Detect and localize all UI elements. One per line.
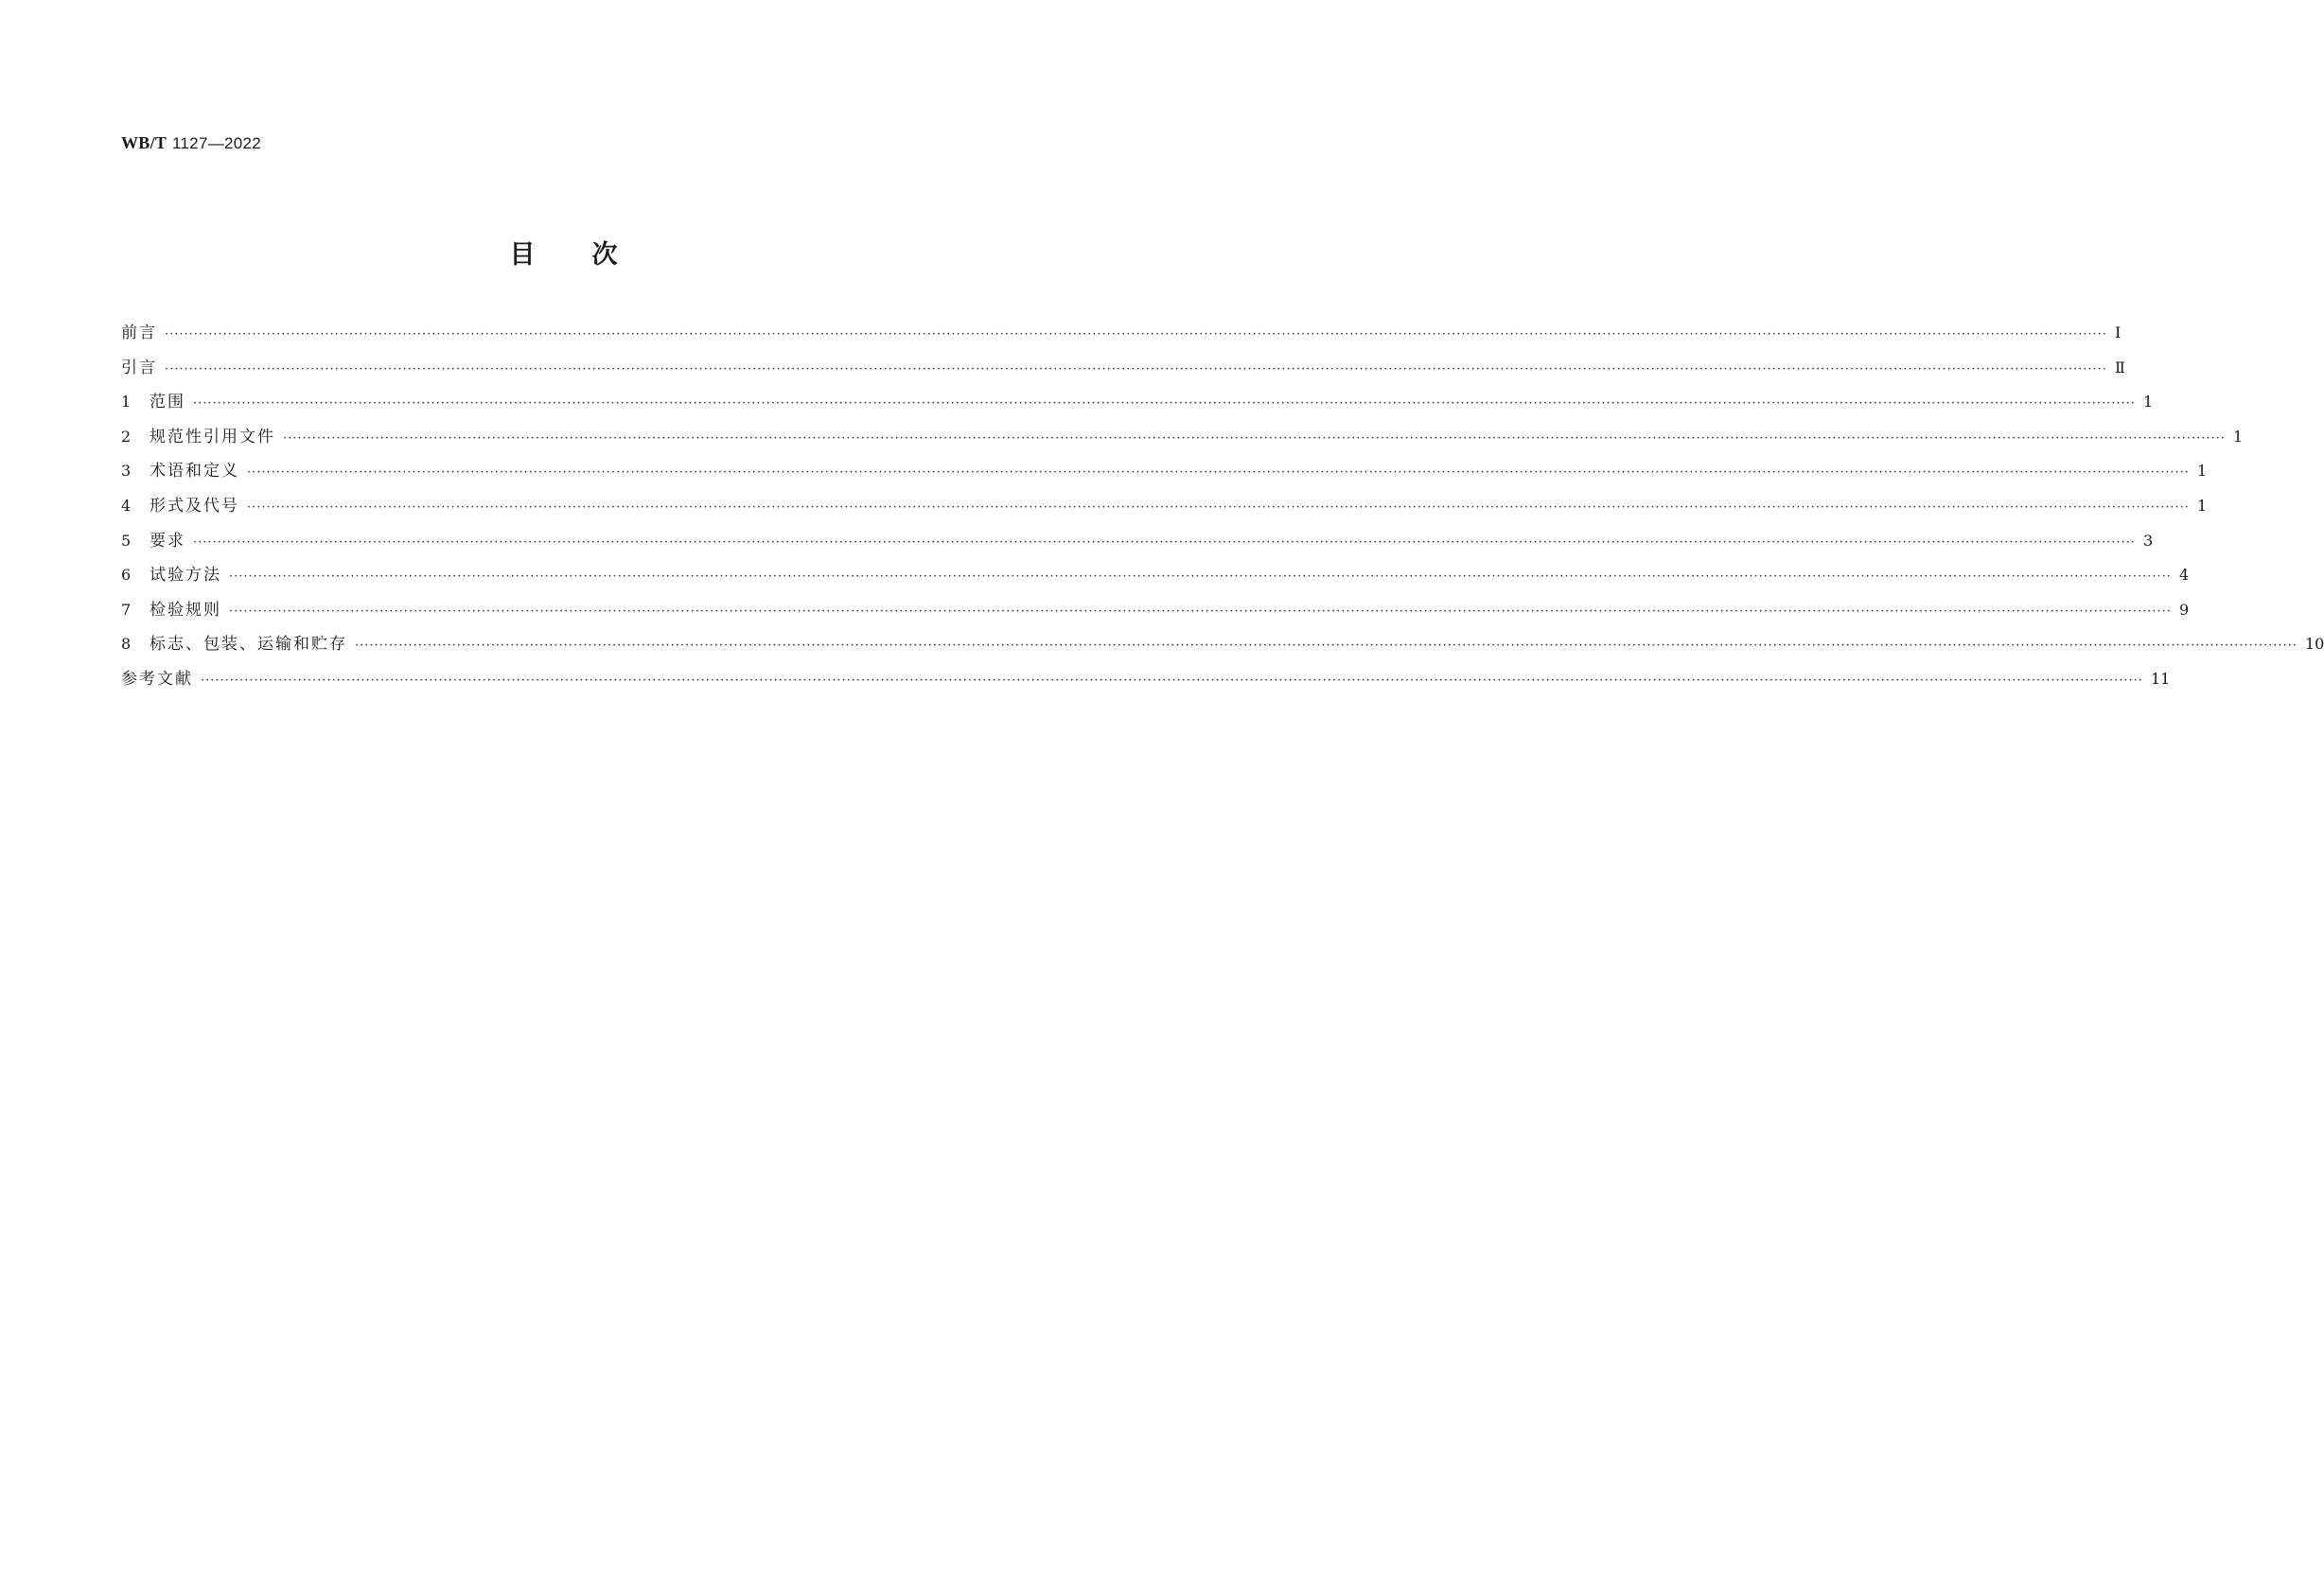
toc-entry-8[interactable] [121,633,2324,668]
toc-entry-title: 术语和定义 [150,462,239,481]
toc-page-number: 10 [2304,635,2324,654]
toc-entry-title: 检验规则 [150,600,221,620]
standard-code [121,133,261,153]
toc-entry-number: 8 [121,635,132,654]
toc-entry-title: 标志、包装、运输和贮存 [150,635,347,655]
toc-entry-number: 3 [121,462,132,481]
toc-page-number: Ⅰ [2114,324,2122,341]
toc-entry-title: 要求 [150,531,185,551]
toc-entry-5[interactable] [121,530,2154,565]
toc-entry-2[interactable] [121,426,2244,461]
toc-entry-title: 参考文献 [121,669,193,689]
toc-entry-foreword[interactable] [121,322,2122,357]
toc-entry-3[interactable] [121,460,2208,495]
standard-prefix: WB/T [121,133,167,152]
toc-page-number: Ⅱ [2114,358,2125,376]
toc-leader-dots: ················································································································································································································································································································································································································ [283,430,2226,446]
page-title-char-1: 目 [509,240,536,270]
toc-page-number: 1 [2232,427,2244,446]
toc-entry-number: 6 [121,566,132,585]
toc-entry-title: 前言 [121,324,157,342]
toc-entry-title: 范围 [150,393,185,412]
standard-number: 1127—2022 [171,134,262,152]
toc-entry-1[interactable] [121,391,2154,426]
toc-leader-dots: ················································································································································································································································································································································································································ [165,327,2107,341]
toc-entry-title: 试验方法 [150,566,221,586]
toc-leader-dots: ················································································································································································································································································································································································································ [247,465,2190,481]
toc-entry-7[interactable] [121,599,2190,634]
toc-page-number: 3 [2142,531,2154,550]
toc-entry-title: 规范性引用文件 [150,427,275,446]
toc-entry-introduction[interactable] [121,357,2125,392]
toc-page-number: 11 [2150,669,2171,688]
toc-page-number: 1 [2196,462,2208,481]
toc-leader-dots: ················································································································································································································································································································································································································ [355,639,2298,654]
toc-leader-dots: ················································································································································································································································································································································································································ [165,361,2107,376]
toc-entry-4[interactable] [121,495,2208,530]
toc-page-number: 9 [2178,600,2190,619]
toc-leader-dots: ················································································································································································································································································································································································································ [193,396,2136,411]
toc-page-number: 1 [2142,393,2154,411]
toc-entry-title: 形式及代号 [150,496,239,516]
toc-entry-number: 1 [121,393,132,411]
toc-entry-number: 5 [121,531,132,550]
toc-leader-dots: ················································································································································································································································································································································································································ [201,673,2143,688]
table-of-contents [121,322,2324,703]
toc-entry-number: 7 [121,600,132,619]
toc-leader-dots: ················································································································································································································································································································································································································ [229,604,2172,619]
page-title [0,234,1127,271]
toc-page-number: 4 [2178,566,2190,585]
toc-entry-title: 引言 [121,358,157,377]
toc-entry-number: 4 [121,496,132,515]
toc-entry-6[interactable] [121,564,2190,599]
toc-leader-dots: ················································································································································································································································································································································································································ [247,499,2190,515]
toc-entry-number: 2 [121,427,132,446]
toc-entry-bibliography[interactable] [121,668,2171,703]
toc-page-number: 1 [2196,496,2208,515]
toc-leader-dots: ················································································································································································································································································································································································································ [229,569,2172,585]
page-title-char-2: 次 [591,240,618,270]
toc-leader-dots: ················································································································································································································································································································································································································ [193,534,2136,550]
